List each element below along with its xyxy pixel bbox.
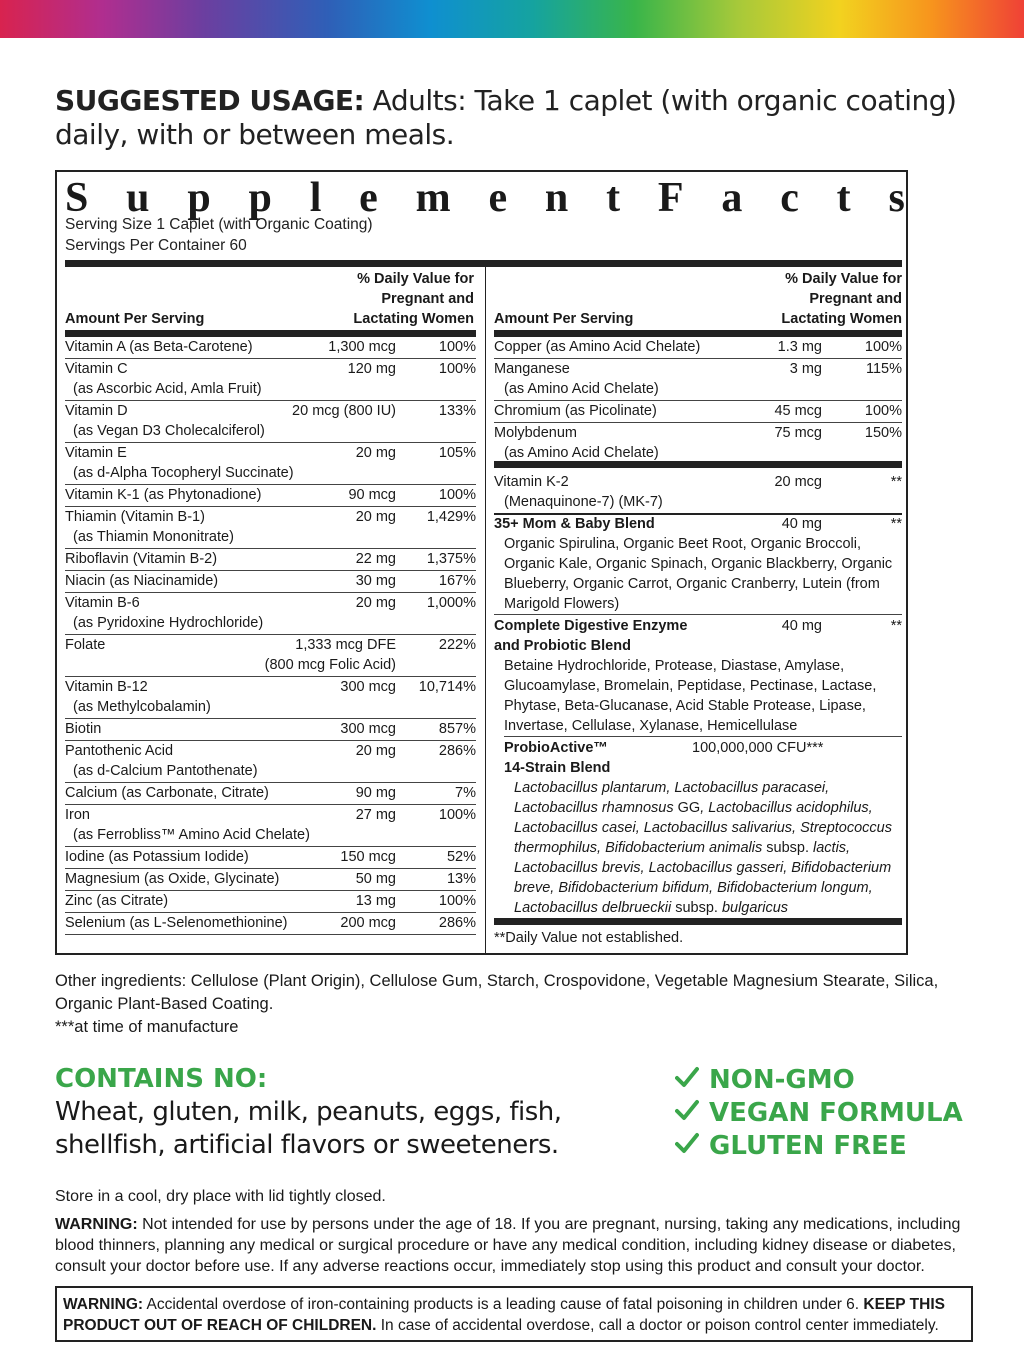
nutrient-source: (as Thiamin Mononitrate) bbox=[73, 529, 234, 545]
nutrient-amount: 300 mcg bbox=[340, 679, 396, 695]
nutrient-source: (Menaquinone-7) (MK-7) bbox=[504, 494, 663, 510]
blend-name: 35+ Mom & Baby Blend bbox=[494, 516, 655, 532]
nutrient-row bbox=[65, 635, 476, 677]
title-letter: m bbox=[415, 175, 451, 221]
nutrient-name: Pantothenic Acid bbox=[65, 743, 174, 759]
nutrient-amount: 20 mcg (800 IU) bbox=[292, 403, 396, 419]
left-header-rule bbox=[65, 330, 476, 337]
facts-title bbox=[65, 174, 905, 222]
nutrient-row bbox=[65, 549, 476, 571]
nutrient-row bbox=[65, 913, 476, 935]
nutrient-amount-note: (800 mcg Folic Acid) bbox=[264, 657, 396, 673]
nutrient-name: Molybdenum bbox=[494, 425, 578, 441]
nutrient-dv: 7% bbox=[455, 785, 476, 801]
nutrient-name: Zinc (as Citrate) bbox=[65, 893, 169, 909]
nutrient-dv: 52% bbox=[446, 849, 476, 865]
nutrient-dv: 167% bbox=[438, 573, 476, 589]
nutrient-dv: 150% bbox=[864, 425, 902, 441]
manufacture-note: ***at time of manufacture bbox=[55, 1018, 239, 1036]
product-claims bbox=[675, 1064, 963, 1163]
claim-label: GLUTEN FREE bbox=[709, 1131, 907, 1161]
strain-line: thermophilus, Bifidobacterium animalis subsp. lactis, bbox=[514, 840, 851, 856]
nutrient-name: Chromium (as Picolinate) bbox=[494, 403, 657, 419]
title-letter: n bbox=[544, 175, 569, 221]
nutrient-name: Vitamin B-6 bbox=[65, 595, 140, 611]
nutrient-amount: 27 mg bbox=[355, 807, 396, 823]
nutrient-dv: 100% bbox=[438, 361, 476, 377]
title-letter: p bbox=[248, 175, 272, 221]
nutrient-name: Iodine (as Potassium Iodide) bbox=[65, 849, 249, 865]
title-letter: S bbox=[65, 175, 89, 221]
nutrient-row bbox=[494, 359, 902, 401]
contains-no-text: Wheat, gluten, milk, peanuts, eggs, fish, shellfish, artificial flavors or sweeteners. bbox=[55, 1097, 562, 1160]
strain-line: Lactobacillus brevis, Lactobacillus gasseri, Bifidobacterium bbox=[514, 860, 892, 876]
nutrient-row bbox=[65, 359, 476, 401]
iron-warning-label: WARNING: bbox=[63, 1296, 144, 1313]
iron-warning-text: Accidental overdose of iron-containing products is a leading cause of fatal poisoning in children under 6. bbox=[143, 1296, 864, 1313]
dv-header-line: Pregnant and bbox=[381, 291, 474, 307]
nutrient-name: Thiamin (Vitamin B-1) bbox=[65, 509, 205, 525]
nutrient-name: Selenium (as L-Selenomethionine) bbox=[65, 915, 288, 931]
nutrient-source: (as Pyridoxine Hydrochloride) bbox=[73, 615, 264, 631]
nutrient-dv: 1,429% bbox=[426, 509, 476, 525]
ingredients-text: Other ingredients: Cellulose (Plant Origin), Cellulose Gum, Starch, Crospovidone, Vegetable Magnesium Stearate, Silica, Organic Plant-Based Coating. bbox=[55, 972, 939, 1013]
nutrient-dv: 13% bbox=[446, 871, 476, 887]
iron-warning-box bbox=[55, 1286, 973, 1342]
nutrient-row bbox=[65, 847, 476, 869]
nutrient-dv: 286% bbox=[438, 743, 476, 759]
nutrient-row bbox=[65, 593, 476, 635]
title-letter: p bbox=[187, 175, 211, 221]
dv-header-line: Pregnant and bbox=[809, 291, 902, 307]
dv-header-line: Lactating Women bbox=[353, 311, 474, 327]
claim-non-gmo bbox=[675, 1064, 963, 1097]
nutrient-amount: 3 mg bbox=[789, 361, 822, 377]
title-letter: t bbox=[836, 175, 851, 221]
nutrient-dv: 10,714% bbox=[418, 679, 476, 695]
nutrient-row bbox=[65, 869, 476, 891]
nutrient-name: Copper (as Amino Acid Chelate) bbox=[494, 339, 701, 355]
title-letter: e bbox=[359, 175, 378, 221]
probioactive-blend bbox=[504, 738, 902, 778]
probio-name: ProbioActive™ bbox=[504, 740, 608, 756]
nutrient-amount: 50 mg bbox=[355, 871, 396, 887]
nutrient-amount: 20 mg bbox=[355, 509, 396, 525]
nutrient-name: Vitamin B-12 bbox=[65, 679, 148, 695]
title-letter: t bbox=[606, 175, 621, 221]
nutrient-row bbox=[65, 805, 476, 847]
right-col-amount-header: Amount Per Serving bbox=[494, 311, 634, 327]
nutrient-row bbox=[494, 401, 902, 423]
nutrient-amount: 20 mg bbox=[355, 743, 396, 759]
general-warning bbox=[55, 1214, 965, 1277]
nutrient-row bbox=[494, 472, 902, 512]
title-letter: s bbox=[888, 175, 905, 221]
blend-amount: 40 mg bbox=[781, 516, 822, 532]
nutrient-amount: 150 mcg bbox=[340, 849, 396, 865]
title-letter: e bbox=[488, 175, 508, 221]
probio-amount: 100,000,000 CFU*** bbox=[692, 740, 824, 756]
probio-strains bbox=[514, 778, 909, 918]
nutrient-amount: 1.3 mg bbox=[777, 339, 822, 355]
nutrient-name: Manganese bbox=[494, 361, 570, 377]
contains-no-heading: CONTAINS NO: bbox=[55, 1064, 268, 1094]
suggested-usage bbox=[55, 84, 975, 152]
blend-name: Complete Digestive Enzyme bbox=[494, 618, 688, 634]
nutrient-dv: 857% bbox=[438, 721, 476, 737]
blend-name-line2: and Probiotic Blend bbox=[494, 638, 631, 654]
nutrient-source: (as Methylcobalamin) bbox=[73, 699, 211, 715]
blend-amount: 40 mg bbox=[781, 618, 822, 634]
title-rule bbox=[65, 260, 902, 267]
nutrient-amount: 75 mcg bbox=[774, 425, 822, 441]
nutrient-row bbox=[65, 443, 476, 485]
nutrient-source: (as Ferrobliss™ Amino Acid Chelate) bbox=[73, 827, 310, 843]
title-letter: l bbox=[309, 175, 322, 221]
nutrient-amount: 90 mcg bbox=[348, 487, 396, 503]
other-ingredients bbox=[55, 970, 955, 1039]
enzyme-probiotic-blend bbox=[494, 616, 902, 656]
row-rule bbox=[504, 736, 902, 737]
iron-warning-text-2: In case of accidental overdose, call a doctor or poison control center immediately. bbox=[376, 1317, 939, 1334]
nutrient-source: (as d-Calcium Pantothenate) bbox=[73, 763, 258, 779]
nutrient-dv: 286% bbox=[438, 915, 476, 931]
nutrient-dv: ** bbox=[890, 474, 902, 490]
strain-line: breve, Bifidobacterium bifidum, Bifidobacterium longum, bbox=[514, 880, 873, 896]
nutrient-source: (as Amino Acid Chelate) bbox=[504, 445, 659, 461]
nutrient-dv: 100% bbox=[438, 807, 476, 823]
nutrient-name: Vitamin D bbox=[65, 403, 128, 419]
nutrient-dv: 105% bbox=[438, 445, 476, 461]
k2-rule bbox=[494, 461, 902, 468]
warning-text: Not intended for use by persons under the age of 18. If you are pregnant, nursing, taking any medications, including blood thinners, planning any medical or surgical procedure or have any medical condition, including kidney disease or diabetes, consult your doctor before use. If any adverse reactions occur, immediately stop using this product and consult your doctor. bbox=[55, 1216, 961, 1275]
footnote-rule bbox=[494, 918, 902, 925]
title-letter: F bbox=[657, 175, 684, 221]
serving-size: Serving Size 1 Caplet (with Organic Coating) bbox=[65, 216, 373, 233]
left-col-amount-header: Amount Per Serving bbox=[65, 311, 205, 327]
nutrient-row bbox=[494, 337, 902, 359]
servings-per-container: Servings Per Container 60 bbox=[65, 237, 247, 254]
nutrient-row bbox=[65, 891, 476, 913]
usage-heading: SUGGESTED USAGE: bbox=[55, 84, 365, 117]
nutrient-row bbox=[65, 677, 476, 719]
nutrient-row bbox=[65, 507, 476, 549]
dv-header-line: % Daily Value for bbox=[785, 271, 902, 287]
nutrient-name: Calcium (as Carbonate, Citrate) bbox=[65, 785, 269, 801]
dv-header-line: Lactating Women bbox=[781, 311, 902, 327]
nutrient-amount: 20 mcg bbox=[774, 474, 822, 490]
right-col-dv-header bbox=[737, 269, 902, 329]
nutrient-row bbox=[65, 485, 476, 507]
claim-vegan bbox=[675, 1097, 963, 1130]
title-letter: c bbox=[780, 175, 799, 221]
nutrient-name: Niacin (as Niacinamide) bbox=[65, 573, 219, 589]
dv-header-line: % Daily Value for bbox=[357, 271, 474, 287]
nutrient-amount: 45 mcg bbox=[774, 403, 822, 419]
nutrient-name: Folate bbox=[65, 637, 106, 653]
nutrient-dv: 115% bbox=[865, 361, 902, 377]
nutrient-amount: 1,333 mcg DFE bbox=[295, 637, 396, 653]
nutrient-dv: 133% bbox=[438, 403, 476, 419]
nutrient-row bbox=[65, 337, 476, 359]
nutrient-amount: 20 mg bbox=[355, 595, 396, 611]
row-rule bbox=[494, 614, 902, 615]
claim-gluten-free bbox=[675, 1130, 963, 1163]
nutrient-name: Vitamin A (as Beta-Carotene) bbox=[65, 339, 253, 355]
claim-label: VEGAN FORMULA bbox=[709, 1098, 963, 1128]
enzyme-blend-ingredients: Betaine Hydrochloride, Protease, Diastase, Amylase, Glucoamylase, Bromelain, Peptidase, Pectinase, Lactase, Phytase, Beta-Glucanase, Acid Stable Protease, Lipase, Invertase, Cellulase, Xylanase, Hemicellulase bbox=[504, 658, 877, 734]
rainbow-banner bbox=[0, 0, 1024, 38]
nutrient-amount: 90 mg bbox=[355, 785, 396, 801]
nutrient-row bbox=[65, 719, 476, 741]
left-col-dv-header bbox=[307, 269, 474, 329]
nutrient-name: Vitamin K-2 bbox=[494, 474, 569, 490]
nutrient-amount: 1,300 mcg bbox=[328, 339, 396, 355]
nutrient-amount: 300 mcg bbox=[340, 721, 396, 737]
nutrient-source: (as d-Alpha Tocopheryl Succinate) bbox=[73, 465, 294, 481]
footnote: **Daily Value not established. bbox=[494, 930, 684, 946]
checkmark-icon bbox=[675, 1130, 701, 1163]
nutrient-name: Biotin bbox=[65, 721, 102, 737]
nutrient-amount: 22 mg bbox=[355, 551, 396, 567]
nutrient-dv: 100% bbox=[438, 487, 476, 503]
probio-name-line2: 14-Strain Blend bbox=[504, 760, 611, 776]
strain-line: Lactobacillus plantarum, Lactobacillus paracasei, bbox=[514, 780, 830, 796]
mom-blend-ingredients: Organic Spirulina, Organic Beet Root, Organic Broccoli, Organic Kale, Organic Spinach, Organic Blackberry, Organic Blueberry, Organic Carrot, Organic Cranberry, Lutein (from Marigold Flowers) bbox=[504, 536, 893, 612]
strain-line: Lactobacillus casei, Lactobacillus salivarius, Streptococcus bbox=[514, 820, 892, 836]
claim-label: NON-GMO bbox=[709, 1065, 855, 1095]
title-letter: u bbox=[126, 175, 150, 221]
blend-dv: ** bbox=[890, 516, 902, 532]
nutrient-source: (as Amino Acid Chelate) bbox=[504, 381, 659, 397]
nutrient-dv: 222% bbox=[438, 637, 476, 653]
storage-instructions: Store in a cool, dry place with lid tightly closed. bbox=[55, 1188, 386, 1205]
nutrient-amount: 200 mcg bbox=[340, 915, 396, 931]
right-header-rule bbox=[494, 330, 902, 337]
blend-dv: ** bbox=[890, 618, 902, 634]
nutrient-source: (as Vegan D3 Cholecalciferol) bbox=[73, 423, 265, 439]
nutrient-dv: 100% bbox=[438, 339, 476, 355]
checkmark-icon bbox=[675, 1097, 701, 1130]
nutrient-amount: 20 mg bbox=[355, 445, 396, 461]
strain-line: Lactobacillus rhamnosus GG, Lactobacillus acidophilus, bbox=[514, 800, 873, 816]
nutrient-row bbox=[65, 783, 476, 805]
keep-out-of-reach: KEEP THIS PRODUCT OUT OF REACH OF CHILDREN. bbox=[63, 1296, 945, 1334]
column-divider bbox=[485, 266, 486, 955]
nutrient-dv: 100% bbox=[864, 339, 902, 355]
nutrient-dv: 100% bbox=[438, 893, 476, 909]
nutrient-amount: 13 mg bbox=[355, 893, 396, 909]
nutrient-amount: 30 mg bbox=[355, 573, 396, 589]
nutrient-name: Iron bbox=[65, 807, 90, 823]
warning-label: WARNING: bbox=[55, 1216, 138, 1233]
row-rule bbox=[65, 934, 476, 935]
usage-text: Adults: Take 1 caplet (with organic coating) daily, with or between meals. bbox=[55, 84, 957, 151]
nutrient-row bbox=[65, 571, 476, 593]
nutrient-amount: 120 mg bbox=[347, 361, 396, 377]
strain-line: Lactobacillus delbrueckii subsp. bulgaricus bbox=[514, 900, 789, 916]
nutrient-dv: 100% bbox=[864, 403, 902, 419]
title-letter: a bbox=[721, 175, 743, 221]
nutrient-name: Riboflavin (Vitamin B-2) bbox=[65, 551, 218, 567]
nutrient-row bbox=[65, 401, 476, 443]
nutrient-dv: 1,000% bbox=[426, 595, 476, 611]
checkmark-icon bbox=[675, 1064, 701, 1097]
nutrient-row bbox=[65, 741, 476, 783]
nutrient-row bbox=[494, 423, 902, 465]
nutrient-name: Vitamin E bbox=[65, 445, 127, 461]
nutrient-name: Magnesium (as Oxide, Glycinate) bbox=[65, 871, 280, 887]
nutrient-name: Vitamin C bbox=[65, 361, 128, 377]
nutrient-name: Vitamin K-1 (as Phytonadione) bbox=[65, 487, 262, 503]
supplement-facts-panel bbox=[55, 170, 908, 955]
nutrient-dv: 1,375% bbox=[426, 551, 476, 567]
nutrient-source: (as Ascorbic Acid, Amla Fruit) bbox=[73, 381, 262, 397]
